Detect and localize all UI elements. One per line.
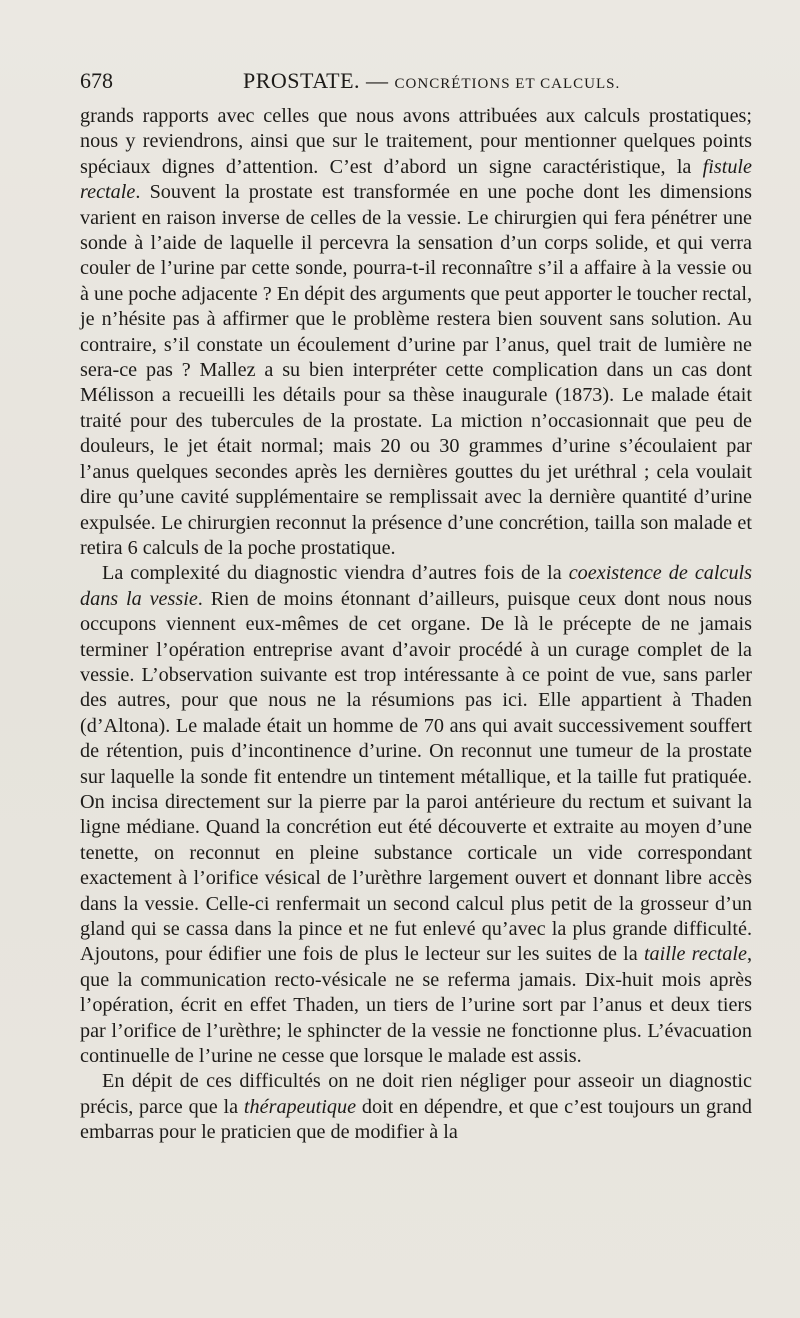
text-run: doit en dépendre, et que c’est toujours un grand embarras pour le praticien que de modifier à la — [80, 1095, 752, 1144]
italic-term: coexistence de calculs dans la vessie — [80, 562, 752, 610]
text-run: . Rien de moins étonnant d’ailleurs, puisque ceux dont nous nous occupons viennent eux-mêmes de cet organe. De là le précepte de ne jamais terminer l’opération entreprise avant d’avoir procédé à un curage complet de la vessie. L’observation suivante est trop intéressante à ce point de vue, sans parler des autres, pour que nous ne la résumions pas ici. Elle appartient à Thaden (d’Altona). Le malade était un homme de 70 ans qui avait successivement souffert de rétention, puis d’incontinence d’urine. On reconnut une tumeur de la prostate sur laquelle la sonde fit entendre un tintement métallique, et la taille fut pratiquée. On incisa directement sur la pierre par la paroi antérieure du rectum et suivant la ligne médiane. Quand la concrétion eut été découverte et extraite au moyen d’une tenette, on reconnut en pleine substance corticale un vide correspondant exactement à l’orifice vésical de l’urèthre largement ouvert et donnant libre accès dans la vessie. Celle-ci renfermait un second calcul plus petit de la grosseur d’un gland qui se cassa dans la pince et ne fut enlevé qu’avec la plus grande difficulté. Ajoutons, pour édifier une fois de plus le lecteur sur les suites de la — [80, 587, 752, 966]
page-number: 678 — [80, 68, 113, 93]
body-text — [80, 104, 752, 1146]
page-header — [80, 68, 752, 98]
text-run: , que la communication recto-vésicale ne se referma jamais. Dix-huit mois après l’opération, écrit en effet Thaden, un tiers de l’urine sort par l’anus et deux tiers par l’orifice de l’urèthre; le sphincter de la vessie ne fonctionne plus. L’évacuation continuelle de l’urine ne cesse que lorsque le malade est assis. — [80, 943, 752, 1068]
running-title-sub: CONCRÉTIONS ET CALCULS. — [394, 76, 621, 92]
text-run: La complexité du diagnostic viendra d’autres fois de la — [102, 562, 569, 585]
italic-term: fistule rectale — [80, 155, 752, 204]
paragraph — [80, 104, 752, 561]
running-title-separator: — — [360, 68, 395, 93]
italic-term: thérapeutique — [243, 1095, 357, 1118]
text-run: grands rapports avec celles que nous avons attribuées aux calculs prostatiques; nous y reviendrons, ainsi que sur le traitement, pour mentionner quelques points spéciaux dignes d’attention. C’est d’abord un signe caractéristique, la — [80, 105, 752, 178]
paragraph — [80, 1069, 752, 1145]
paragraph — [80, 561, 752, 1069]
running-title-main: PROSTATE. — [243, 68, 361, 93]
text-run: En dépit de ces difficultés on ne doit rien négliger pour asseoir un diagnostic précis, parce que la — [80, 1070, 752, 1118]
running-title — [243, 68, 620, 94]
text-run: . Souvent la prostate est transformée en une poche dont les dimensions varient en raison inverse de celles de la vessie. Le chirurgien qui fera pénétrer une sonde à l’aide de laquelle il percevra la sensation d’un corps solide, et qui verra couler de l’urine par cette sonde, pourra-t-il reconnaître s’il a affaire à la vessie ou à une poche adjacente ? En dépit des arguments que peut apporter le toucher rectal, je n’hésite pas à affirmer que le problème restera bien souvent sans solution. Au contraire, s’il constate un écoulement d’urine par l’anus, quel trait de lumière ne sera-ce pas ? Mallez a su bien interpréter cette complication dans un cas dont Mélisson a recueilli les détails pour sa thèse inaugurale (1873). Le malade était traité pour des tubercules de la prostate. La miction n’occasionnait que peu de douleurs, le jet était normal; mais 20 ou 30 grammes d’urine s’écoulaient par l’anus quelques secondes après les dernières gouttes du jet uréthral ; cela voulait dire qu’une cavité supplémentaire se remplissait avec la dernière quantité d’urine expulsée. Le chirurgien reconnut la présence d’une concrétion, tailla son malade et retira 6 calculs de la poche prostatique. — [80, 181, 752, 559]
italic-term: taille rectale — [643, 943, 747, 966]
